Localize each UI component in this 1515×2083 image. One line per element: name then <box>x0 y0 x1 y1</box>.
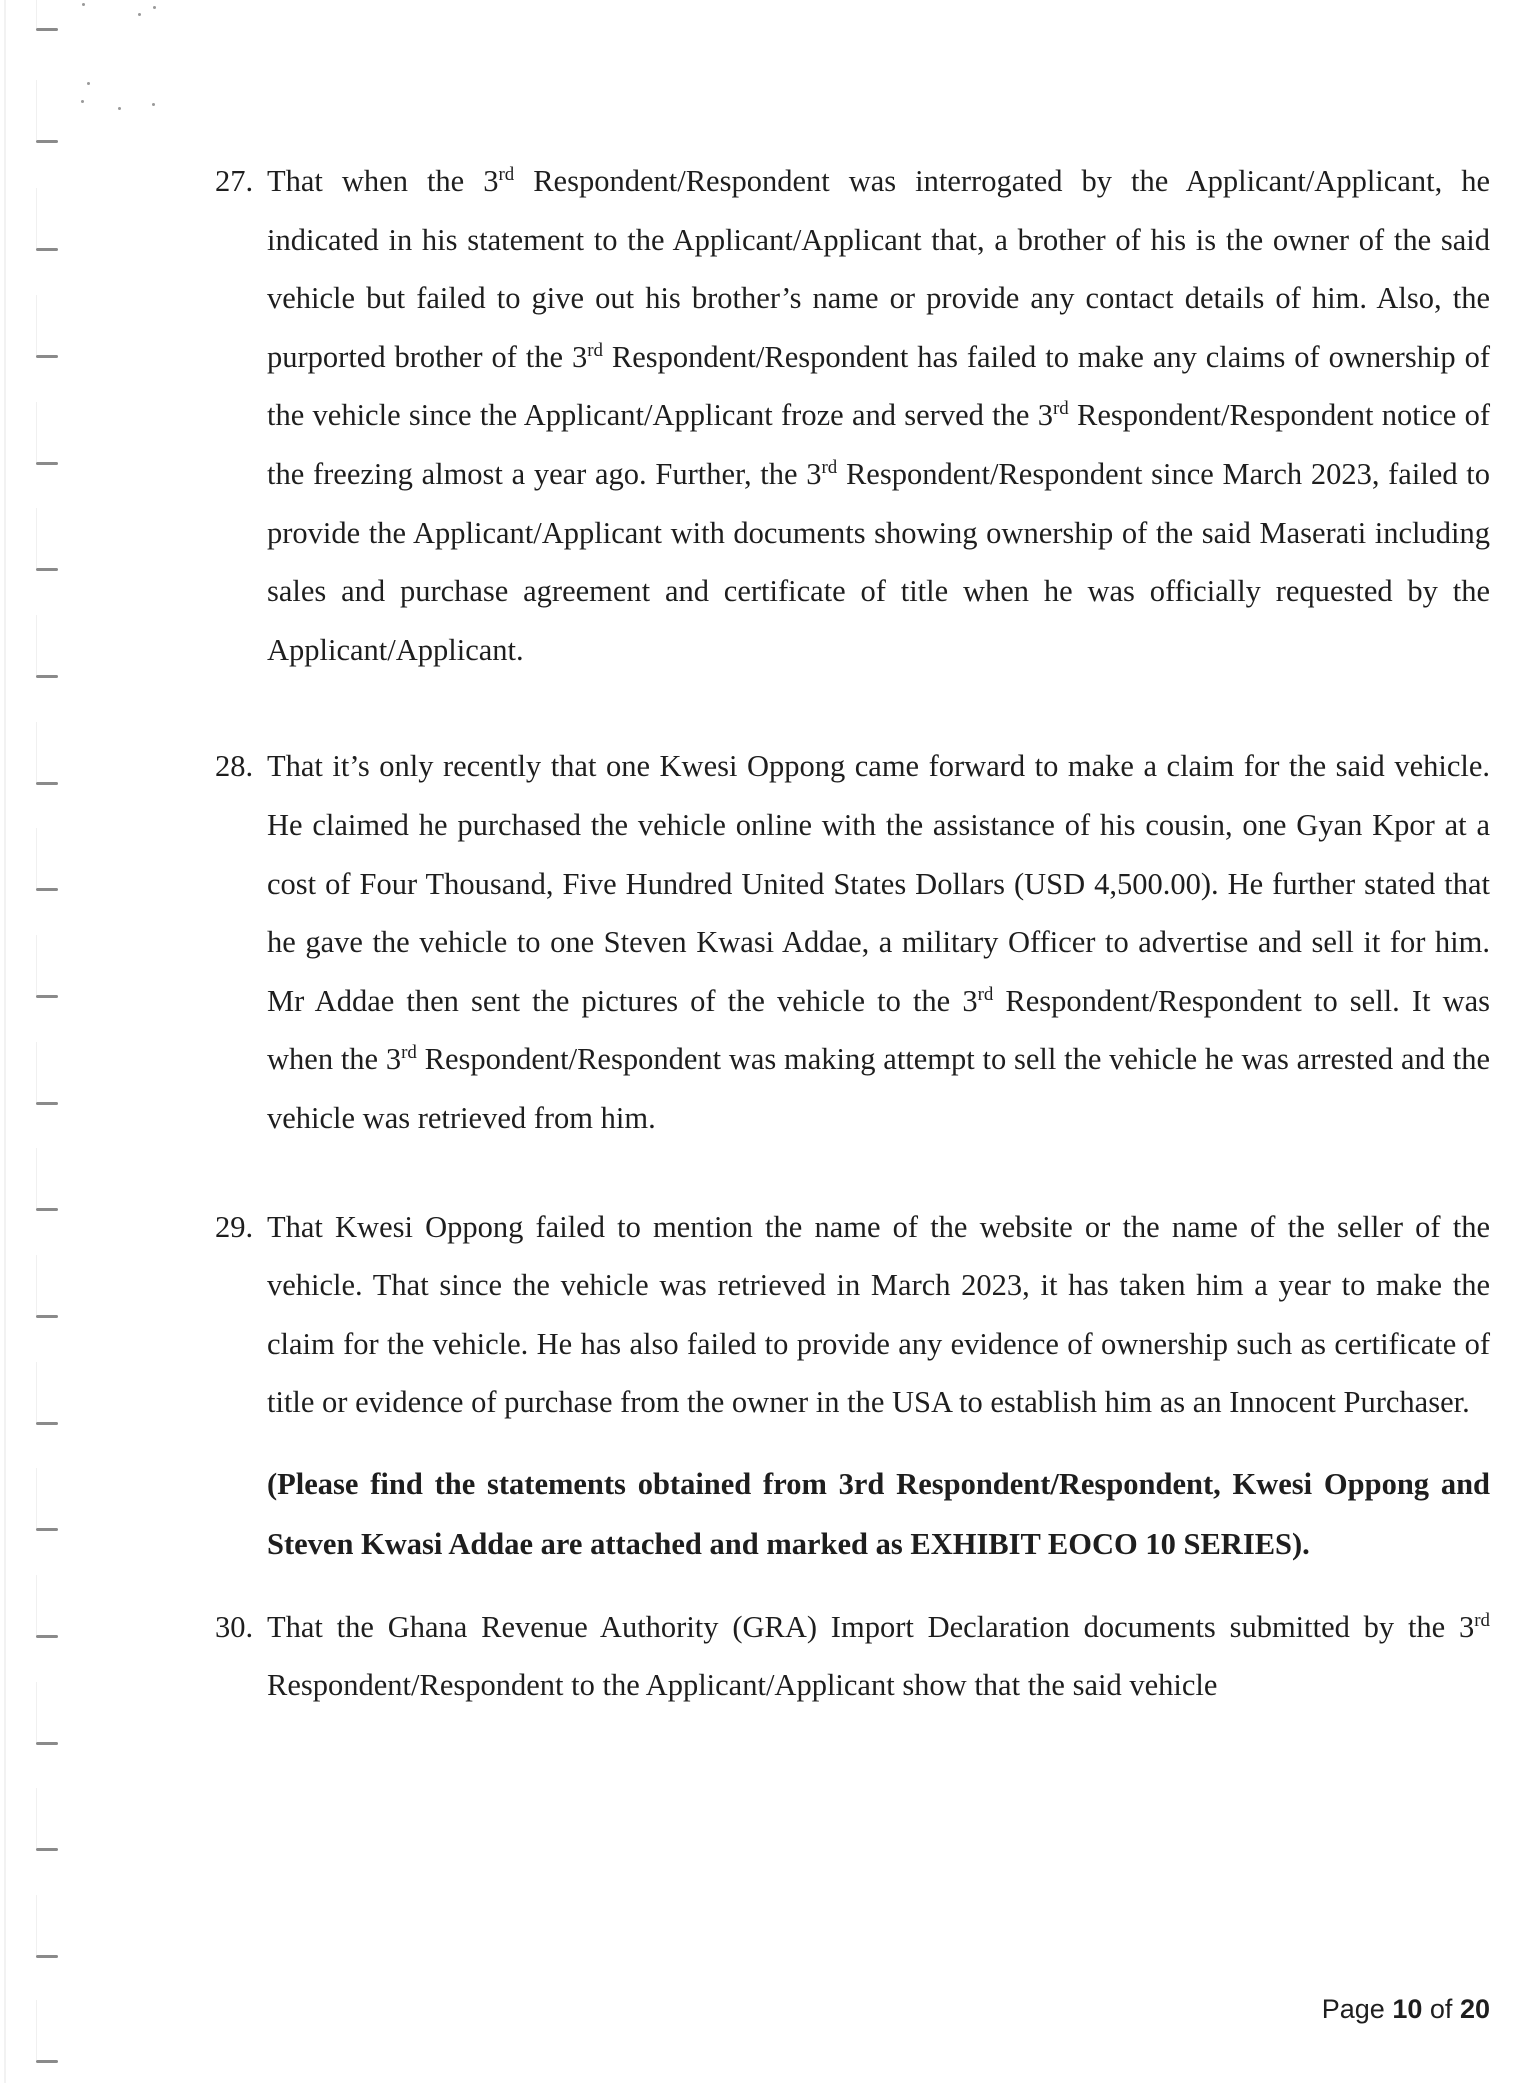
binding-mark <box>36 1208 58 1211</box>
document-body <box>215 152 1490 1715</box>
paragraph-text: That it’s only recently that one Kwesi Oppong came forward to make a claim for the said vehicle. He claimed he purchased the vehicle online with the assistance of his cousin, one Gyan Kpor at a cost of Four Thousand, Five Hundred United States Dollars (USD 4,500.00). He further stated that he gave the vehicle to one Steven Kwasi Addae, a military Officer to advertise and sell it for him. Mr Addae then sent the pictures of the vehicle to the 3rd Respondent/Respondent to sell. It was when the 3rd Respondent/Respondent was making attempt to sell the vehicle he was arrested and the vehicle was retrieved from him. <box>267 749 1491 1135</box>
binding-mark <box>36 1955 58 1958</box>
binding-mark <box>36 1422 58 1425</box>
ordinal-superscript: rd <box>1052 398 1069 420</box>
binding-mark <box>36 248 58 251</box>
ordinal-superscript: rd <box>498 163 515 185</box>
paragraph-number: 29. <box>215 1209 254 1244</box>
binding-mark <box>36 568 58 571</box>
binding-mark <box>36 782 58 785</box>
ordinal-superscript: rd <box>821 456 838 478</box>
binding-mark <box>36 140 58 143</box>
speck <box>138 13 141 16</box>
speck <box>81 100 84 103</box>
binding-mark <box>36 675 58 678</box>
paragraph-text: That Kwesi Oppong failed to mention the name of the website or the name of the seller of the vehicle. That since the vehicle was retrieved in March 2023, it has taken him a year to make the claim for the vehicle. He has also failed to provide any evidence of ownership such as certificate of title or evidence of purchase from the owner in the USA to establish him as an Innocent Purchaser. <box>267 1209 1490 1420</box>
paragraph-30 <box>215 1598 1490 1715</box>
binding-mark <box>36 995 58 998</box>
speck <box>82 3 85 6</box>
paragraph-text: That the Ghana Revenue Authority (GRA) Import Declaration documents submitted by the 3rd Respondent/Respondent to the Applicant/Applicant show that the said vehicle <box>267 1609 1490 1703</box>
total-pages-number: 20 <box>1459 1994 1490 2024</box>
paragraph-28 <box>215 737 1490 1147</box>
ordinal-superscript: rd <box>587 339 603 361</box>
speck <box>118 107 121 110</box>
paragraph-number: 28. <box>215 749 254 784</box>
exhibit-note: (Please find the statements obtained from 3rd Respondent/Respondent, Kwesi Oppong and Steven Kwasi Addae are attached and marked as EXHIBIT EOCO 10 SERIES). <box>267 1466 1490 1561</box>
current-page-number: 10 <box>1392 1994 1423 2024</box>
of-word: of <box>1429 1994 1453 2024</box>
page-word: Page <box>1321 1994 1385 2024</box>
paragraph-number: 27. <box>215 164 254 198</box>
speck <box>153 6 156 9</box>
binding-mark <box>36 1848 58 1851</box>
binding-mark <box>36 28 58 31</box>
binding-edge <box>0 0 70 2083</box>
page-footer <box>1322 1994 1490 2025</box>
paragraph-text: That when the 3rd Respondent/Respondent was interrogated by the Applicant/Applicant, he indicated in his statement to the Applicant/Applicant that, a brother of his is the owner of the said vehicle but failed to give out his brother’s name or provide any contact details of him. Also, the purported brother of the 3rd Respondent/Respondent has failed to make any claims of ownership of the vehicle since the Applicant/Applicant froze and served the 3rd Respondent/Respondent notice of the freezing almost a year ago. Further, the 3rd Respondent/Respondent since March 2023, failed to provide the Applicant/Applicant with documents showing ownership of the said Maserati including sales and purchase agreement and certificate of title when he was officially requested by the Applicant/Applicant. <box>267 163 1491 667</box>
paragraph-29 <box>215 1198 1490 1432</box>
paragraph-number: 30. <box>215 1609 254 1644</box>
scan-edge-line <box>4 0 6 2083</box>
speck <box>87 82 90 85</box>
ordinal-superscript: rd <box>977 983 994 1005</box>
binding-mark <box>36 1742 58 1745</box>
ordinal-superscript: rd <box>1474 1609 1490 1631</box>
binding-mark <box>36 1315 58 1318</box>
binding-mark <box>36 2060 58 2063</box>
binding-mark <box>36 888 58 891</box>
binding-mark <box>36 1635 58 1638</box>
ordinal-superscript: rd <box>401 1042 417 1064</box>
binding-mark <box>36 355 58 358</box>
binding-mark <box>36 1102 58 1105</box>
binding-mark <box>36 462 58 465</box>
speck <box>152 103 155 106</box>
binding-mark <box>36 1528 58 1531</box>
paragraph-27 <box>215 152 1490 679</box>
